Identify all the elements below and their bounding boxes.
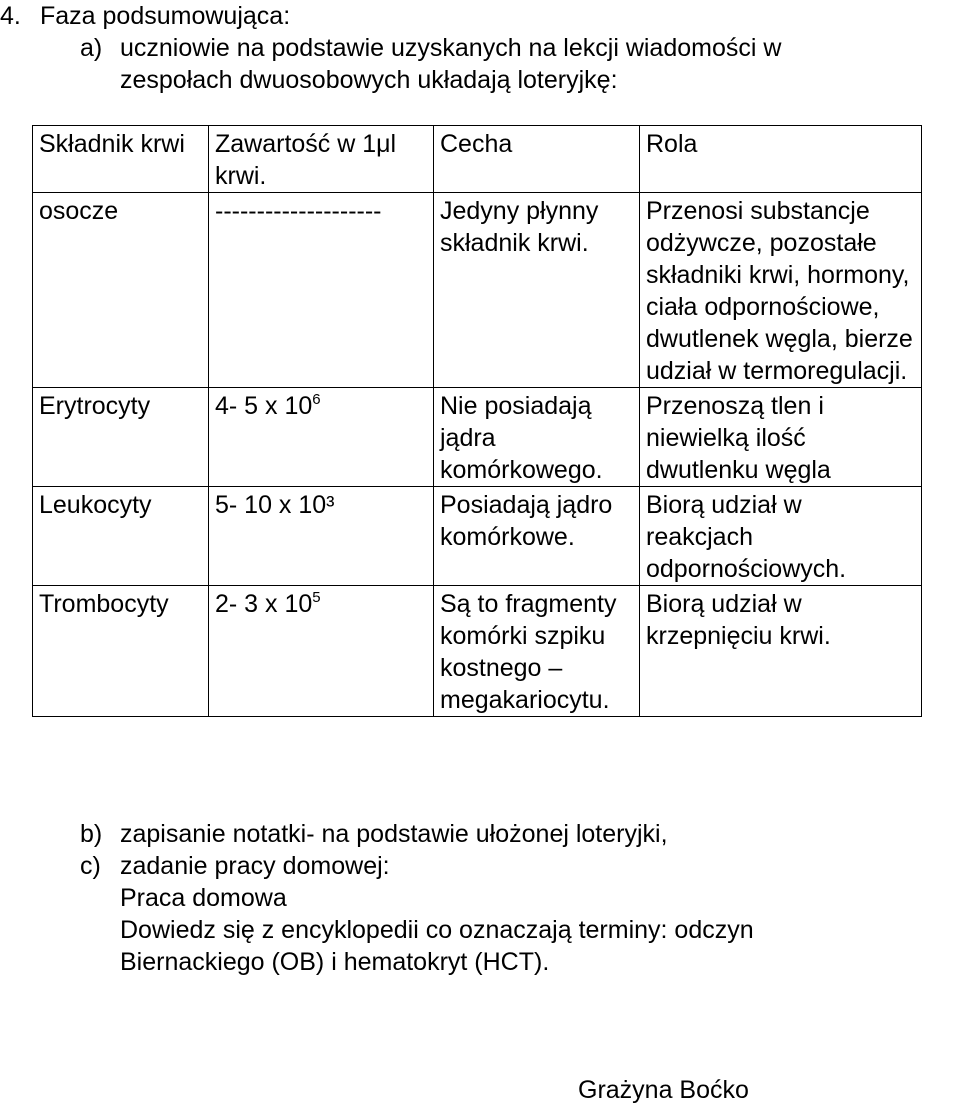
component-cell: Leukocyty: [33, 487, 209, 586]
feature-cell: Jedyny płynny składnik krwi.: [434, 193, 640, 388]
item-c-marker: c): [80, 852, 101, 880]
author-signature: Grażyna Boćko: [578, 1076, 749, 1104]
item-a-line1: uczniowie na podstawie uzyskanych na lekcji wiadomości w: [120, 34, 782, 62]
content-cell: [209, 388, 434, 487]
role-cell: Biorą udział w krzepnięciu krwi.: [640, 586, 922, 717]
feature-cell: Są to fragmenty komórki szpiku kostnego – megakariocytu.: [434, 586, 640, 717]
blood-components-table: [32, 125, 922, 717]
item-a-marker: a): [80, 34, 103, 62]
content-cell: [209, 586, 434, 717]
component-cell: Erytrocyty: [33, 388, 209, 487]
item-b-text: zapisanie notatki- na podstawie ułożonej loteryjki,: [120, 820, 668, 848]
content-value: --------------------: [215, 197, 382, 225]
header-cell: Składnik krwi: [33, 126, 209, 193]
item-a-line2: zespołach dwuosobowych układają loteryjkę:: [120, 66, 618, 94]
content-exponent: 5: [312, 589, 321, 606]
feature-cell: Nie posiadają jądra komórkowego.: [434, 388, 640, 487]
item-b-marker: b): [80, 820, 103, 848]
content-value: 5- 10 x 10³: [215, 491, 335, 519]
content-value: 2- 3 x 10: [215, 590, 313, 618]
section-title: Faza podsumowująca:: [40, 2, 291, 30]
table-row: [33, 388, 922, 487]
header-cell: Cecha: [434, 126, 640, 193]
role-cell: Biorą udział w reakcjach odpornościowych.: [640, 487, 922, 586]
component-cell: Trombocyty: [33, 586, 209, 717]
component-cell: osocze: [33, 193, 209, 388]
table-row: [33, 193, 922, 388]
content-cell: [209, 193, 434, 388]
item-c-text: zadanie pracy domowej:: [120, 852, 390, 880]
table-row: [33, 586, 922, 717]
homework-line1: Dowiedz się z encyklopedii co oznaczają terminy: odczyn: [120, 916, 754, 944]
header-cell: Rola: [640, 126, 922, 193]
table-header-row: [33, 126, 922, 193]
homework-line2: Biernackiego (OB) i hematokryt (HCT).: [120, 948, 550, 976]
role-cell: Przenoszą tlen i niewielką ilość dwutlenku węgla: [640, 388, 922, 487]
feature-cell: Posiadają jądro komórkowe.: [434, 487, 640, 586]
table-row: [33, 487, 922, 586]
header-cell: Zawartość w 1μl krwi.: [209, 126, 434, 193]
content-exponent: 6: [312, 391, 321, 408]
content-value: 4- 5 x 10: [215, 392, 313, 420]
section-number: 4.: [0, 2, 21, 30]
content-cell: [209, 487, 434, 586]
role-cell: Przenosi substancje odżywcze, pozostałe składniki krwi, hormony, ciała odpornościowe, dwutlenek węgla, bierze udział w termoregulacji.: [640, 193, 922, 388]
homework-title: Praca domowa: [120, 884, 287, 912]
